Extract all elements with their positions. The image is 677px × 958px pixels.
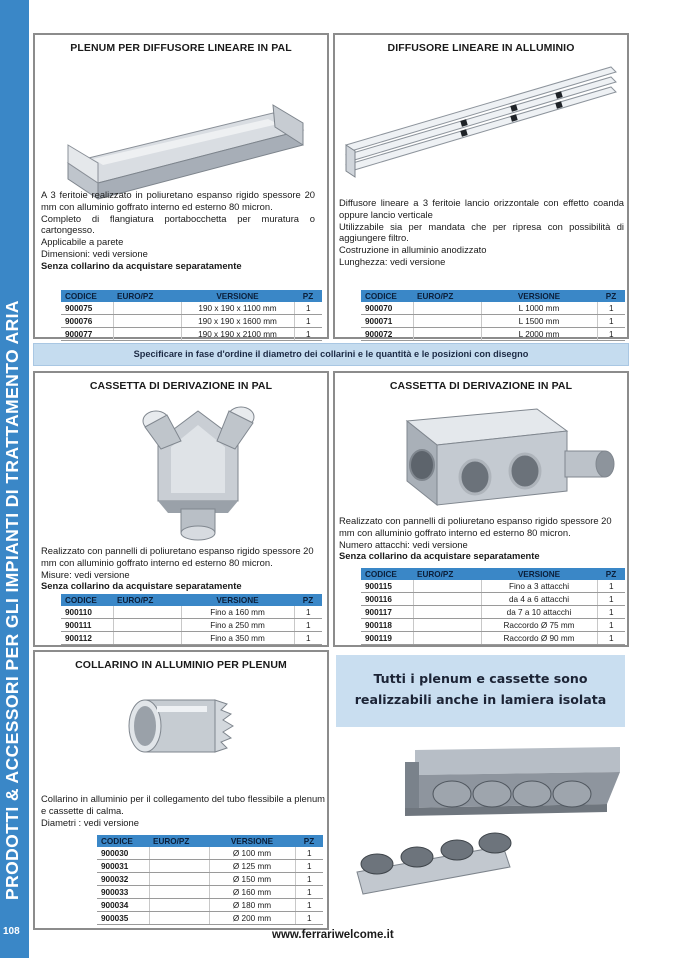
cell-qty: 1 — [295, 847, 323, 860]
cassetta1-table — [61, 594, 322, 645]
cell-qty: 1 — [295, 912, 323, 925]
plenum-table — [61, 290, 322, 341]
insulated-sheet-note — [336, 655, 625, 727]
table-row — [361, 580, 625, 593]
desc-line: Misure: vedi versione — [41, 568, 130, 580]
cell-code: 900076 — [61, 315, 113, 328]
table-row — [361, 302, 625, 315]
col-version: VERSIONE — [181, 290, 294, 302]
cell-price — [413, 593, 481, 606]
cell-version: Ø 180 mm — [209, 899, 295, 912]
cell-code: 900031 — [97, 860, 149, 873]
note-line-2: realizzabili anche in lamiera isolata — [354, 692, 607, 707]
col-qty: PZ — [294, 594, 322, 606]
cell-qty: 1 — [597, 593, 625, 606]
desc-line: Lunghezza: vedi versione — [339, 255, 446, 267]
cell-version: 190 x 190 x 2100 mm — [181, 328, 294, 341]
cell-price — [149, 899, 209, 912]
cell-code: 900112 — [61, 632, 113, 645]
col-price: EURO/PZ — [113, 290, 181, 302]
cell-version: 190 x 190 x 1100 mm — [181, 302, 294, 315]
desc-line: Realizzato con pannelli di poliuretano espanso rigido spessore 20 mm con alluminio goffrato interno ed esterno 80 micron. — [339, 515, 612, 538]
cell-qty: 1 — [597, 302, 625, 315]
desc-line: Diametri : vedi versione — [41, 816, 139, 828]
sidebar — [0, 0, 29, 958]
desc-line: Dimensioni: vedi versione — [41, 247, 148, 259]
cell-price — [113, 606, 181, 619]
desc-line: Utilizzabile sia per mandata che per ripresa con possibilità di aggiungere filtro. — [339, 220, 624, 244]
cell-version: Fino a 160 mm — [181, 606, 294, 619]
cell-qty: 1 — [294, 632, 322, 645]
collarino-title: COLLARINO IN ALLUMINIO PER PLENUM — [75, 659, 287, 671]
desc-line: Collarino in alluminio per il collegamento del tubo flessibile a plenum e cassette di calma. — [41, 793, 325, 816]
plenum-title: PLENUM PER DIFFUSORE LINEARE IN PAL — [70, 42, 292, 54]
cell-qty: 1 — [295, 873, 323, 886]
desc-bold-line: Senza collarino da acquistare separatamente — [41, 259, 242, 271]
cell-version: Ø 125 mm — [209, 860, 295, 873]
cell-version: Ø 100 mm — [209, 847, 295, 860]
cell-price — [149, 886, 209, 899]
table-row — [361, 328, 625, 341]
cell-qty: 1 — [597, 315, 625, 328]
table-row — [361, 619, 625, 632]
table-row — [361, 606, 625, 619]
cell-code: 900033 — [97, 886, 149, 899]
cell-code: 900075 — [61, 302, 113, 315]
col-qty: PZ — [597, 290, 625, 302]
col-code: CODICE — [361, 290, 413, 302]
cell-price — [149, 873, 209, 886]
cell-price — [113, 619, 181, 632]
table-row — [61, 606, 322, 619]
cell-version: L 1500 mm — [481, 315, 597, 328]
cell-qty: 1 — [597, 328, 625, 341]
cell-qty: 1 — [597, 580, 625, 593]
cell-code: 900118 — [361, 619, 413, 632]
col-price: EURO/PZ — [113, 594, 181, 606]
diffusore-table — [361, 290, 625, 341]
table-row — [97, 899, 323, 912]
collarino-table — [97, 835, 323, 925]
table-row — [97, 860, 323, 873]
cell-qty: 1 — [294, 606, 322, 619]
cell-qty: 1 — [597, 619, 625, 632]
desc-line: Costruzione in alluminio anodizzato — [339, 244, 487, 256]
cell-price — [113, 315, 181, 328]
cell-price — [149, 912, 209, 925]
cassetta2-panel — [333, 371, 629, 647]
cell-price — [413, 619, 481, 632]
cell-version: Ø 200 mm — [209, 912, 295, 925]
cell-version: 190 x 190 x 1600 mm — [181, 315, 294, 328]
desc-line: Numero attacchi: vedi versione — [339, 538, 468, 550]
col-version: VERSIONE — [209, 835, 295, 847]
cell-code: 900070 — [361, 302, 413, 315]
cell-price — [413, 315, 481, 328]
cell-code: 900035 — [97, 912, 149, 925]
table-row — [61, 315, 322, 328]
table-row — [361, 593, 625, 606]
cell-code: 900115 — [361, 580, 413, 593]
cell-price — [413, 302, 481, 315]
website-link[interactable]: www.ferrariwelcome.it — [272, 929, 394, 941]
cell-qty: 1 — [295, 899, 323, 912]
cell-code: 900117 — [361, 606, 413, 619]
collarino-image — [117, 682, 257, 782]
col-version: VERSIONE — [481, 290, 597, 302]
collarino-description — [41, 793, 325, 828]
col-price: EURO/PZ — [149, 835, 209, 847]
cell-price — [149, 860, 209, 873]
cassetta1-image — [123, 401, 273, 543]
cell-code: 900032 — [97, 873, 149, 886]
table-row — [61, 632, 322, 645]
cell-version: da 7 a 10 attacchi — [481, 606, 597, 619]
table-row — [97, 847, 323, 860]
sidebar-title: PRODOTTI & ACCESSORI PER GLI IMPIANTI DI TRATTAMENTO ARIA — [2, 300, 22, 900]
cell-qty: 1 — [294, 302, 322, 315]
col-qty: PZ — [597, 568, 625, 580]
desc-line: Diffusore lineare a 3 feritoie lancio orizzontale con effetto coanda oppure lancio verticale — [339, 197, 624, 220]
cell-version: da 4 a 6 attacchi — [481, 593, 597, 606]
cell-version: Raccordo Ø 90 mm — [481, 632, 597, 645]
plenum-panel — [33, 33, 329, 339]
col-code: CODICE — [361, 568, 413, 580]
table-row — [361, 632, 625, 645]
cell-code: 900072 — [361, 328, 413, 341]
cassetta2-image — [397, 401, 617, 511]
cell-price — [149, 847, 209, 860]
col-code: CODICE — [61, 594, 113, 606]
cell-price — [113, 302, 181, 315]
cassetta1-description — [41, 545, 325, 592]
cell-price — [413, 632, 481, 645]
cell-qty: 1 — [597, 632, 625, 645]
col-price: EURO/PZ — [413, 568, 481, 580]
cassetta1-panel — [33, 371, 329, 647]
cell-qty: 1 — [295, 860, 323, 873]
col-price: EURO/PZ — [413, 290, 481, 302]
col-qty: PZ — [294, 290, 322, 302]
table-row — [97, 886, 323, 899]
cell-code: 900077 — [61, 328, 113, 341]
cell-qty: 1 — [294, 315, 322, 328]
cell-code: 900111 — [61, 619, 113, 632]
col-version: VERSIONE — [181, 594, 294, 606]
cell-code: 900034 — [97, 899, 149, 912]
cell-price — [413, 580, 481, 593]
cell-code: 900030 — [97, 847, 149, 860]
cell-qty: 1 — [295, 886, 323, 899]
desc-bold-line: Senza collarino da acquistare separatamente — [41, 580, 242, 592]
col-code: CODICE — [61, 290, 113, 302]
collarino-panel — [33, 650, 329, 930]
diffusore-image — [341, 55, 625, 185]
diffusore-title: DIFFUSORE LINEARE IN ALLUMINIO — [387, 42, 575, 54]
cell-version: Ø 160 mm — [209, 886, 295, 899]
diffusore-description — [339, 197, 624, 268]
plenum-boxes-photo — [345, 742, 630, 902]
cell-qty: 1 — [294, 328, 322, 341]
cell-version: L 1000 mm — [481, 302, 597, 315]
table-row — [97, 873, 323, 886]
desc-line: Realizzato con pannelli di poliuretano espanso rigido spessore 20 mm con alluminio goffrato interno ed esterno 80 micron. — [41, 545, 314, 568]
cassetta1-title: CASSETTA DI DERIVAZIONE IN PAL — [89, 380, 273, 392]
cassetta2-description — [339, 515, 625, 562]
table-row — [61, 328, 322, 341]
cell-version: Ø 150 mm — [209, 873, 295, 886]
cell-version: Fino a 3 attacchi — [481, 580, 597, 593]
page-number: 108 — [3, 926, 20, 937]
cell-price — [413, 606, 481, 619]
cell-version: Fino a 250 mm — [181, 619, 294, 632]
col-qty: PZ — [295, 835, 323, 847]
cell-version: L 2000 mm — [481, 328, 597, 341]
cell-code: 900110 — [61, 606, 113, 619]
col-code: CODICE — [97, 835, 149, 847]
table-row — [61, 619, 322, 632]
cell-code: 900071 — [361, 315, 413, 328]
table-row — [97, 912, 323, 925]
col-version: VERSIONE — [481, 568, 597, 580]
cassetta2-title: CASSETTA DI DERIVAZIONE IN PAL — [389, 380, 573, 392]
cell-version: Fino a 350 mm — [181, 632, 294, 645]
cell-qty: 1 — [294, 619, 322, 632]
table-row — [361, 315, 625, 328]
cell-price — [113, 632, 181, 645]
desc-line: Completo di flangiatura portabocchetta per muratura o cartongesso. — [41, 212, 315, 236]
cell-price — [413, 328, 481, 341]
cell-code: 900119 — [361, 632, 413, 645]
desc-bold-line: Senza collarino da acquistare separatamente — [339, 550, 540, 562]
desc-line: Applicabile a parete — [41, 236, 124, 248]
cell-version: Raccordo Ø 75 mm — [481, 619, 597, 632]
plenum-description — [41, 189, 315, 272]
order-banner: Specificare in fase d'ordine il diametro dei collarini e le quantità e le posizioni con disegno — [33, 343, 629, 366]
desc-line: A 3 feritoie realizzato in poliuretano espanso rigido spessore 20 mm con alluminio goffrato interno ed esterno 80 micron. — [41, 189, 315, 212]
note-line-1: Tutti i plenum e cassette sono — [373, 671, 588, 686]
table-row — [61, 302, 322, 315]
cell-qty: 1 — [597, 606, 625, 619]
diffusore-panel — [333, 33, 629, 339]
cell-code: 900116 — [361, 593, 413, 606]
cell-price — [113, 328, 181, 341]
cassetta2-table — [361, 568, 625, 645]
